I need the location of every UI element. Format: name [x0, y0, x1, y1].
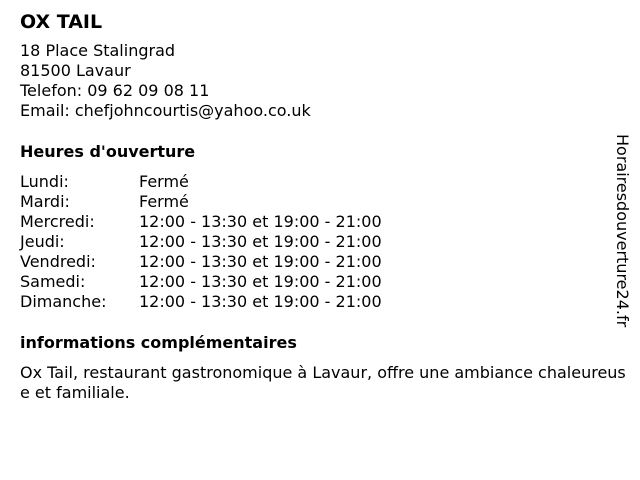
time-value: Fermé — [139, 192, 189, 211]
additional-info-text: Ox Tail, restaurant gastronomique à Lavaur, offre une ambiance chaleureuse et familiale. — [20, 363, 626, 402]
day-label: Vendredi: — [20, 252, 96, 271]
site-watermark: Horairesdouverture24.fr — [613, 134, 632, 328]
hours-row-sunday — [20, 292, 620, 312]
hours-row-tuesday — [20, 192, 620, 212]
hours-row-thursday — [20, 232, 620, 252]
day-label: Lundi: — [20, 172, 69, 191]
hours-row-friday — [20, 252, 620, 272]
additional-info-heading: informations complémentaires — [20, 333, 297, 352]
email-line: Email: chefjohncourtis@yahoo.co.uk — [20, 101, 311, 120]
day-label: Jeudi: — [20, 232, 65, 251]
day-label: Samedi: — [20, 272, 86, 291]
opening-hours-table — [20, 172, 620, 312]
hours-row-saturday — [20, 272, 620, 292]
time-value: Fermé — [139, 172, 189, 191]
business-name: OX TAIL — [20, 11, 103, 33]
phone-line: Telefon: 09 62 09 08 11 — [20, 81, 210, 100]
hours-row-monday — [20, 172, 620, 192]
day-label: Mardi: — [20, 192, 70, 211]
address-line-2: 81500 Lavaur — [20, 61, 131, 80]
time-value: 12:00 - 13:30 et 19:00 - 21:00 — [139, 252, 382, 271]
address-line-1: 18 Place Stalingrad — [20, 41, 176, 60]
day-label: Dimanche: — [20, 292, 107, 311]
time-value: 12:00 - 13:30 et 19:00 - 21:00 — [139, 272, 382, 291]
time-value: 12:00 - 13:30 et 19:00 - 21:00 — [139, 292, 382, 311]
opening-hours-heading: Heures d'ouverture — [20, 142, 196, 161]
time-value: 12:00 - 13:30 et 19:00 - 21:00 — [139, 232, 382, 251]
time-value: 12:00 - 13:30 et 19:00 - 21:00 — [139, 212, 382, 231]
hours-row-wednesday — [20, 212, 620, 232]
day-label: Mercredi: — [20, 212, 95, 231]
